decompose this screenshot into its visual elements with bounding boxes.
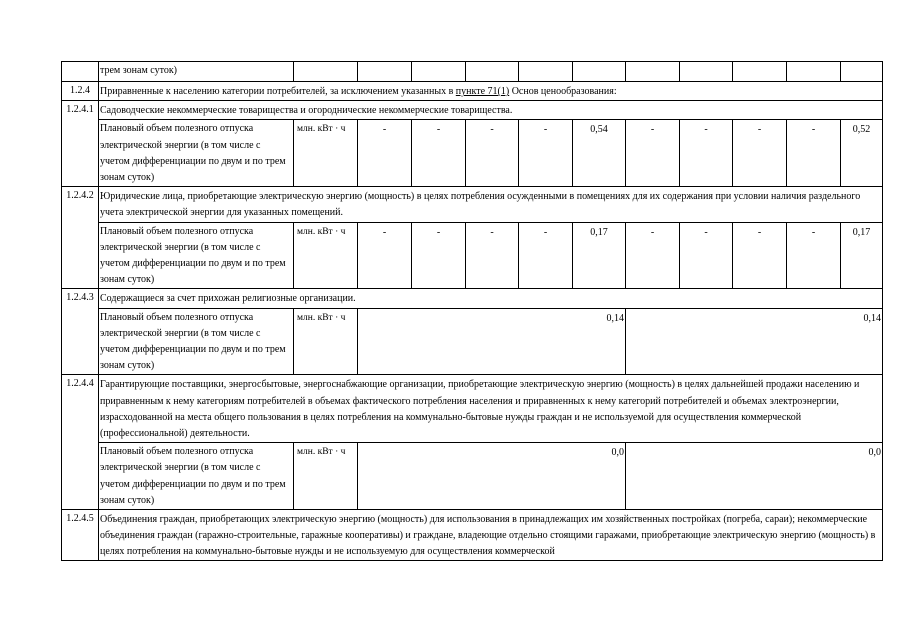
row-description-tail: трем зонам суток) (99, 62, 294, 82)
value-cell: - (626, 222, 680, 289)
table-row (62, 101, 883, 120)
value-cell: - (733, 120, 787, 187)
table-row (62, 120, 883, 187)
category-title-text: Объединения граждан, приобретающих электрическую энергию (мощность) для использования в принадлежащих им хозяйственных постройках (погреба, сараи); некоммерческие объединения граждан (гаражно-строительные, гаражные кооперативы) и граждане, владеющие отдельно стоящими гаражами, приобретающие электрическую энергию (мощность) в целях потребления на коммунально-бытовые нужды и не используемую для осуществления коммерческой (100, 514, 876, 558)
value-cell: - (680, 222, 733, 289)
value-cell: - (466, 120, 519, 187)
table-row (62, 289, 883, 308)
unit-cell: млн. кВт · ч (294, 443, 358, 510)
section-heading (99, 82, 883, 101)
merged-value-cell: 0,14 (358, 308, 626, 375)
table-row (62, 443, 883, 510)
category-title: Садоводческие некоммерческие товарищества и огороднические некоммерческие товарищества. (99, 101, 883, 120)
unit-cell: млн. кВт · ч (294, 120, 358, 187)
value-cell: 0,54 (573, 120, 626, 187)
value-cell: - (680, 120, 733, 187)
unit-cell: млн. кВт · ч (294, 222, 358, 289)
value-cell: - (519, 222, 573, 289)
table-row (62, 375, 883, 443)
merged-value-cell: 0,0 (358, 443, 626, 510)
value-cell: 0,17 (573, 222, 626, 289)
value-cell: - (412, 120, 466, 187)
category-title (99, 510, 883, 561)
value-cell: - (626, 120, 680, 187)
indicator-description: Плановый объем полезного отпуска электрической энергии (в том числе с учетом дифференциации по двум и по трем зонам суток) (99, 308, 294, 375)
category-title: Гарантирующие поставщики, энергосбытовые, энергоснабжающие организации, приобретающие электрическую энергию (мощность) в целях дальнейшей продажи населению и приравненным к нему категориям потребителей в объемах фактического потребления населения и приравненных к нему категорий потребителей и объемах электроэнергии, израсходованной на места общего пользования в целях потребления на коммунально-бытовые нужды граждан и не используемой для осуществления коммерческой (профессиональной) деятельности. (99, 375, 883, 443)
value-cell: 0,52 (841, 120, 883, 187)
row-number: 1.2.4.2 (62, 187, 99, 289)
value-cell: - (412, 222, 466, 289)
category-title: Содержащиеся за счет прихожан религиозные организации. (99, 289, 883, 308)
table-row (62, 222, 883, 289)
value-cell: - (358, 222, 412, 289)
row-number: 1.2.4.4 (62, 375, 99, 510)
table-row (62, 62, 883, 82)
section-text-before: Приравненные к населению категории потребителей, за исключением указанных в (100, 86, 456, 97)
value-cell: 0,17 (841, 222, 883, 289)
row-number: 1.2.4.5 (62, 510, 99, 561)
value-cell: - (466, 222, 519, 289)
row-number-cell (62, 62, 99, 82)
category-title: Юридические лица, приобретающие электрическую энергию (мощность) в целях потребления осужденными в помещениях для их содержания при условии наличия раздельного учета электрической энергии для указанных помещений. (99, 187, 883, 222)
merged-value-cell: 0,0 (626, 443, 883, 510)
table-row (62, 187, 883, 222)
value-cell: - (358, 120, 412, 187)
indicator-description: Плановый объем полезного отпуска электрической энергии (в том числе с учетом дифференциации по двум и по трем зонам суток) (99, 222, 294, 289)
row-number: 1.2.4.1 (62, 101, 99, 187)
indicator-description: Плановый объем полезного отпуска электрической энергии (в том числе с учетом дифференциации по двум и по трем зонам суток) (99, 120, 294, 187)
row-number: 1.2.4.3 (62, 289, 99, 375)
merged-value-cell: 0,14 (626, 308, 883, 375)
tariff-table (61, 61, 883, 561)
indicator-description: Плановый объем полезного отпуска электрической энергии (в том числе с учетом дифференциации по двум и по трем зонам суток) (99, 443, 294, 510)
table-row (62, 82, 883, 101)
value-cell: - (519, 120, 573, 187)
tariff-table-page (61, 61, 883, 561)
table-row (62, 308, 883, 375)
unit-cell: млн. кВт · ч (294, 308, 358, 375)
row-number: 1.2.4 (62, 82, 99, 101)
value-cell: - (787, 120, 841, 187)
value-cell: - (787, 222, 841, 289)
value-cell: - (733, 222, 787, 289)
clause-link[interactable]: пункте 71(1) (455, 86, 510, 97)
table-row (62, 510, 883, 561)
section-text-after: Основ ценообразования: (509, 86, 617, 97)
